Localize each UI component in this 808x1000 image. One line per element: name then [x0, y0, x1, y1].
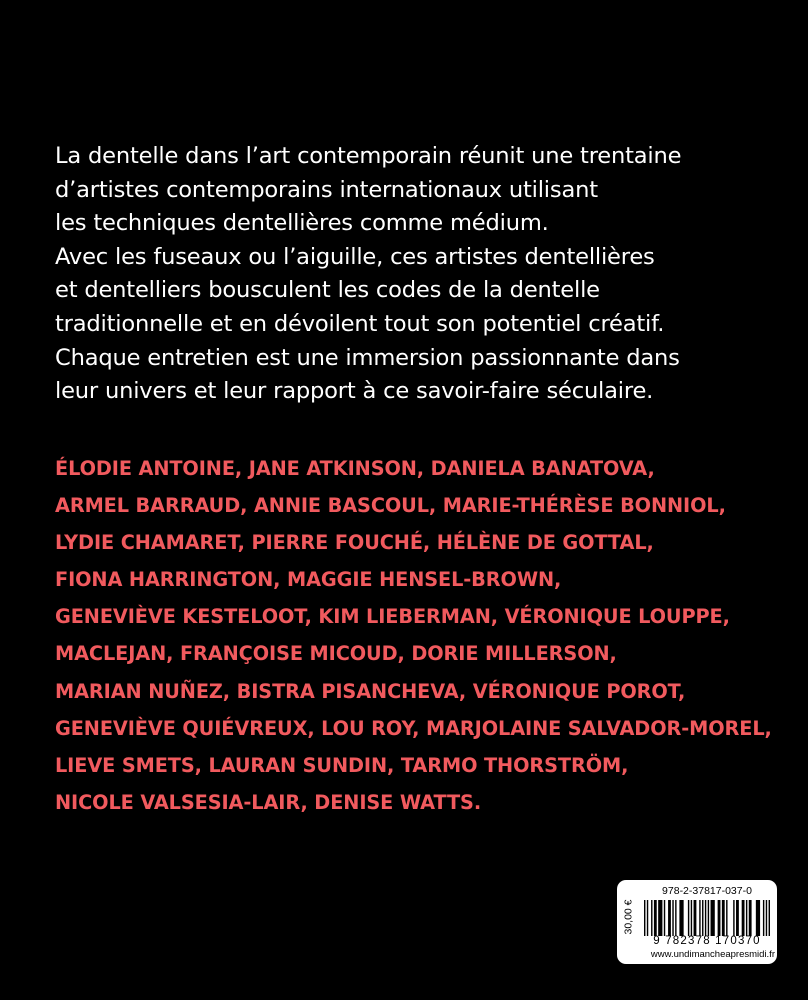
- barcode-bar: [742, 900, 745, 936]
- barcode-bar: [658, 900, 662, 936]
- barcode-bar: [746, 900, 747, 936]
- barcode-bar: [718, 900, 721, 936]
- price-text: 30,00 €: [623, 899, 636, 935]
- barcode-image: [644, 900, 770, 936]
- description-line: leur univers et leur rapport à ce savoir-faire séculaire.: [55, 378, 654, 405]
- barcode-bar: [749, 900, 752, 936]
- book-description: [55, 140, 775, 409]
- isbn-number: 978-2-37817-037-0: [662, 885, 752, 897]
- barcode-digits: 9 782378 170370: [653, 935, 761, 947]
- barcode-bar: [668, 900, 671, 936]
- barcode-bar: [672, 900, 673, 936]
- barcode-bar: [644, 900, 645, 936]
- barcode-bar: [679, 900, 683, 936]
- barcode-bar: [726, 900, 727, 936]
- barcode-bar: [651, 900, 652, 936]
- barcode-bar: [694, 900, 697, 936]
- barcode-bar: [769, 900, 770, 936]
- artist-list-line: MARIAN NUÑEZ, BISTRA PISANCHEVA, VÉRONIQUE POROT,: [55, 679, 686, 703]
- description-line: La dentelle dans l’art contemporain réunit une trentaine: [55, 143, 682, 169]
- description-line: Avec les fuseaux ou l’aiguille, ces artistes dentellières: [55, 243, 655, 270]
- barcode-bar: [691, 900, 692, 936]
- barcode-bar: [711, 900, 715, 936]
- description-line: d’artistes contemporains internationaux utilisant: [55, 176, 598, 203]
- artist-list-line: NICOLE VALSESIA-LAIR, DENISE WATTS.: [55, 790, 482, 814]
- barcode-bar: [664, 900, 665, 936]
- artist-list: [55, 450, 775, 821]
- artist-list-line: FIONA HARRINGTON, MAGGIE HENSEL-BROWN,: [55, 568, 562, 592]
- artist-list-line: LYDIE CHAMARET, PIERRE FOUCHÉ, HÉLÈNE DE GOTTAL,: [55, 531, 654, 555]
- artist-list-line: ARMEL BARRAUD, ANNIE BASCOUL, MARIE-THÉRÈSE BONNIOL,: [55, 494, 726, 518]
- barcode-bar: [699, 900, 700, 936]
- barcode-bar: [675, 900, 676, 936]
- barcode-bar: [705, 900, 706, 936]
- artist-list-line: ÉLODIE ANTOINE, JANE ATKINSON, DANIELA BANATOVA,: [55, 457, 655, 480]
- description-line: et dentelliers bousculent les codes de la dentelle: [55, 277, 600, 304]
- artist-list-line: MACLEJAN, FRANÇOISE MICOUD, DORIE MILLERSON,: [55, 642, 617, 666]
- description-line: Chaque entretien est une immersion passionnante dans: [55, 344, 680, 371]
- barcode-bar: [763, 900, 764, 936]
- artist-list-line: LIEVE SMETS, LAURAN SUNDIN, TARMO THORSTRÖM,: [55, 753, 629, 777]
- barcode-bar: [654, 900, 657, 936]
- barcode-bar: [736, 900, 739, 936]
- description-line: les techniques dentellières comme médium.: [55, 210, 549, 237]
- artist-list-line: GENEVIÈVE KESTELOOT, KIM LIEBERMAN, VÉRONIQUE LOUPPE,: [55, 605, 730, 629]
- barcode-bar: [647, 900, 648, 936]
- barcode-bar: [702, 900, 703, 936]
- description-line: traditionnelle et en dévoilent tout son potentiel créatif.: [55, 310, 665, 337]
- barcode-box: [617, 880, 777, 964]
- barcode-bar: [733, 900, 734, 936]
- barcode-bar: [722, 900, 725, 936]
- publisher-website: www.undimancheapresmidi.fr: [650, 949, 775, 960]
- price-label: [620, 886, 638, 948]
- barcode-bar: [766, 900, 767, 936]
- barcode-bar: [688, 900, 689, 936]
- artist-list-line: GENEVIÈVE QUIÉVREUX, LOU ROY, MARJOLAINE SALVADOR-MOREL,: [55, 716, 772, 740]
- barcode-bar: [708, 900, 709, 936]
- barcode-bar: [756, 900, 760, 936]
